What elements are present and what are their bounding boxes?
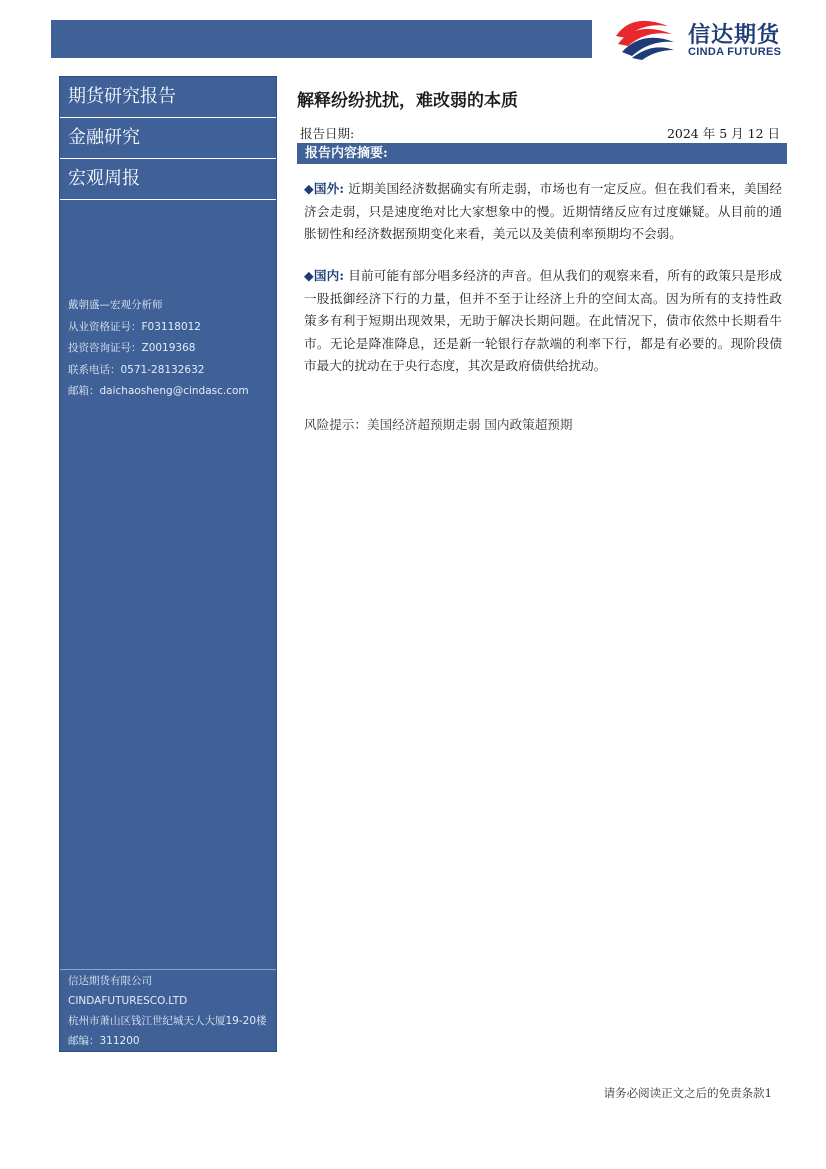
summary-paragraph-domestic (304, 265, 782, 378)
company-address: 杭州市萧山区钱江世纪城天人大厦19-20楼 (68, 1015, 267, 1027)
company-info (68, 971, 267, 1051)
brand-name-en: CINDA FUTURES (688, 46, 782, 58)
paragraph-lead-overseas: ◆国外: (304, 181, 345, 196)
cinda-logo-icon (612, 16, 676, 60)
company-logo (612, 16, 802, 64)
report-title: 解释纷纷扰扰，难改弱的本质 (297, 91, 518, 111)
analyst-name: 戴朝盛—宏观分析师 (68, 299, 163, 311)
disclaimer-page-note: 请务必阅读正文之后的免责条款1 (603, 1086, 772, 1100)
risk-warning: 风险提示：美国经济超预期走弱 国内政策超预期 (304, 417, 573, 432)
paragraph-text-overseas: 近期美国经济数据确实有所走弱，市场也有一定反应。但在我们看来，美国经济会走弱，只是速度绝对比大家想象中的慢。近期情绪反应有过度嫌疑。从目前的通胀韧性和经济数据预期变化来看，美元以及美债利率预期均不会弱。 (304, 181, 782, 241)
company-name-cn: 信达期货有限公司 (68, 975, 152, 987)
analyst-info (68, 295, 249, 403)
summary-heading: 报告内容摘要: (297, 143, 787, 164)
report-date-value: 2024 年 5 月 12 日 (666, 126, 780, 141)
paragraph-lead-domestic: ◆国内: (304, 268, 345, 283)
sidebar-section-category: 金融研究 (60, 118, 276, 159)
sidebar-section-report-name: 宏观周报 (60, 159, 276, 200)
analyst-email: 邮箱：daichaosheng@cindasc.com (68, 385, 249, 397)
analyst-consulting-license: 投资咨询证号：Z0019368 (68, 342, 196, 354)
company-postcode: 邮编：311200 (68, 1035, 140, 1047)
summary-paragraph-overseas (304, 178, 782, 246)
brand-name-cn: 信达期货 (688, 23, 781, 48)
sidebar-divider (60, 969, 276, 970)
analyst-qualification: 从业资格证号：F03118012 (68, 320, 201, 333)
report-date-label: 报告日期: (300, 126, 355, 141)
sidebar-section-report-type: 期货研究报告 (60, 77, 276, 118)
sidebar (59, 76, 277, 1052)
company-name-en: CINDAFUTURESCO.LTD (68, 995, 188, 1007)
header-band (51, 20, 592, 58)
report-date-row (300, 124, 784, 142)
paragraph-text-domestic: 目前可能有部分唱多经济的声音。但从我们的观察来看，所有的政策只是形成一股抵御经济下行的力量，但并不至于让经济上升的空间太高。因为所有的支持性政策多有利于短期出现效果，无助于解决长期问题。在此情况下，债市依然中长期看牛市。无论是降准降息，还是新一轮银行存款端的利率下行，都是有必要的。现阶段债市最大的扰动在于央行态度，其次是政府债供给扰动。 (304, 268, 782, 373)
analyst-phone: 联系电话：0571-28132632 (68, 363, 205, 376)
